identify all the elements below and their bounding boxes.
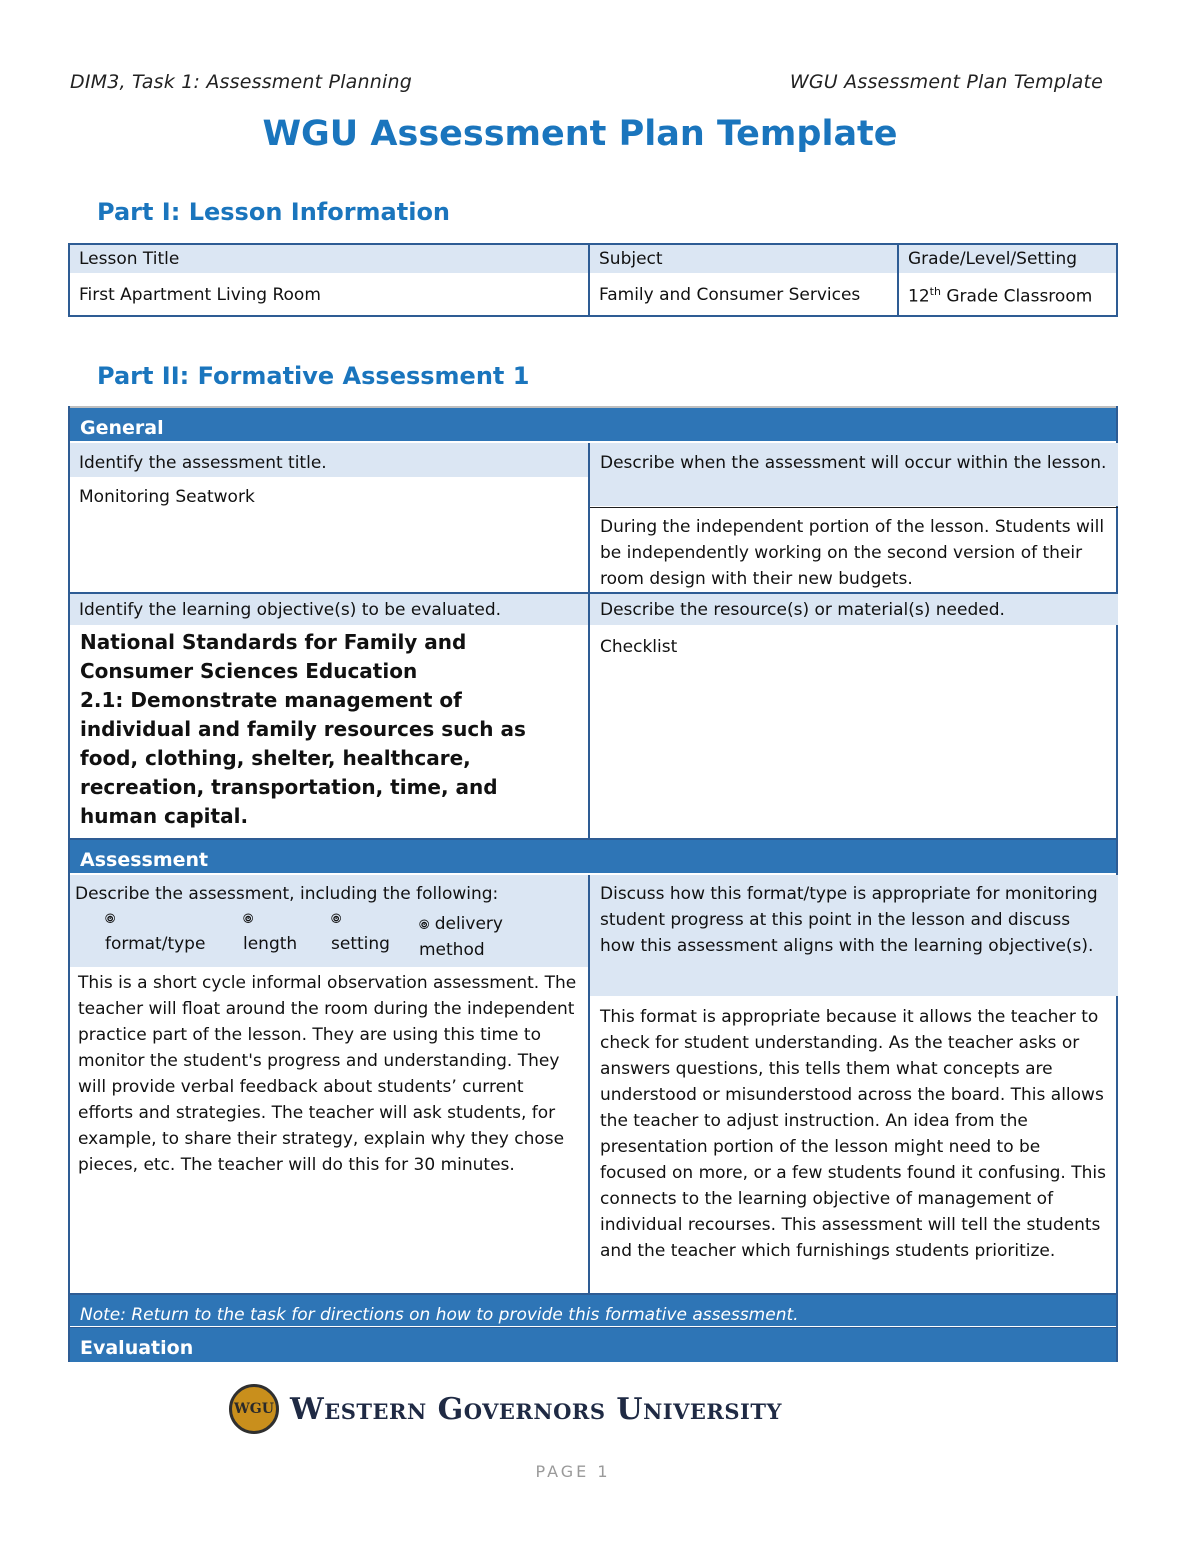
bullet-format: 🞋 format/type (105, 907, 243, 963)
subject-label: Subject (590, 245, 898, 273)
bullet-delivery: 🞋 delivery method (419, 914, 503, 960)
objective-prompt: Identify the learning objective(s) to be evaluated. (70, 594, 588, 625)
evaluation-section-bar: Evaluation (70, 1327, 1116, 1362)
formative-assessment-table (68, 406, 1118, 1362)
lesson-title-label: Lesson Title (70, 245, 590, 273)
assessment-timing-prompt: Describe when the assessment will occur within the lesson. (590, 443, 1118, 506)
grade-value: 12th Grade Classroom (908, 285, 1093, 307)
wgu-logo (229, 1384, 782, 1434)
assessment-section-bar: Assessment (70, 838, 1116, 873)
describe-prompt: Describe the assessment, including the following: (75, 884, 499, 904)
bullet-icon: 🞋 (105, 912, 116, 927)
running-header-left: DIM3, Task 1: Assessment Planning (70, 71, 412, 93)
discuss-prompt: Discuss how this format/type is appropriate for monitoring student progress at this point in the lesson and discuss how this assessment aligns with the learning objective(s). (590, 875, 1118, 996)
bullet-icon: 🞋 (331, 912, 342, 927)
general-section-bar: General (70, 408, 1116, 441)
resources-value: Checklist (600, 637, 678, 657)
lesson-info-table (68, 243, 1118, 317)
subject-column (588, 245, 898, 315)
part1-heading: Part I: Lesson Information (97, 198, 451, 226)
grade-column (897, 245, 1116, 315)
resources-prompt: Describe the resource(s) or material(s) needed. (590, 594, 1118, 625)
lesson-title-column (70, 245, 590, 315)
running-header-right: WGU Assessment Plan Template (789, 71, 1103, 93)
bullet-setting: 🞋 setting (331, 907, 419, 963)
formative-note-bar: Note: Return to the task for directions on how to provide this formative assessment. (70, 1293, 1116, 1326)
bullet-length: 🞋 length (243, 907, 331, 963)
bullet-list (75, 907, 583, 963)
grade-label: Grade/Level/Setting (899, 245, 1116, 273)
bullet-icon: 🞋 (419, 918, 430, 933)
part2-heading: Part II: Formative Assessment 1 (97, 362, 530, 390)
discuss-value: This format is appropriate because it allows the teacher to check for student understanding. As the teacher asks or answers questions, this tells them what concepts are understood or misunderstood across the board. This allows the teacher to adjust instruction. An idea from the presentation portion of the lesson might need to be focused on more, or a few students found it confusing. This connects to the learning objective of management of individual recourses. This assessment will tell the students and the teacher which furnishings students prioritize. (600, 1007, 1106, 1261)
assessment-title-prompt: Identify the assessment title. (70, 443, 588, 477)
assessment-title-value: Monitoring Seatwork (79, 487, 255, 507)
page-title: WGU Assessment Plan Template (262, 114, 898, 154)
divider (590, 507, 1118, 508)
objective-value: National Standards for Family and Consumer Sciences Education 2.1: Demonstrate management of individual and family resources such as food, clothing, shelter, healthcare, recreation, transportation, time, and human capital. (80, 630, 526, 828)
subject-value: Family and Consumer Services (599, 285, 861, 305)
wgu-seal-icon: WGU (229, 1384, 279, 1434)
assessment-timing-value: During the independent portion of the lesson. Students will be independently working on the second version of their room design with their new budgets. (600, 517, 1105, 589)
university-name: Western Governors University (290, 1391, 782, 1427)
bullet-icon: 🞋 (243, 912, 254, 927)
column-divider (588, 443, 590, 838)
describe-value: This is a short cycle informal observation assessment. The teacher will float around the room during the independent practice part of the lesson. They are using this time to monitor the student's progress and understanding. They will provide verbal feedback about students’ current efforts and strategies. The teacher will ask students, for example, to share their strategy, explain why they chose pieces, etc. The teacher will do this for 30 minutes. (78, 973, 577, 1175)
column-divider (588, 875, 590, 1293)
lesson-title-value: First Apartment Living Room (79, 285, 321, 305)
describe-prompt-cell (70, 875, 588, 967)
page-number: PAGE 1 (535, 1462, 611, 1481)
